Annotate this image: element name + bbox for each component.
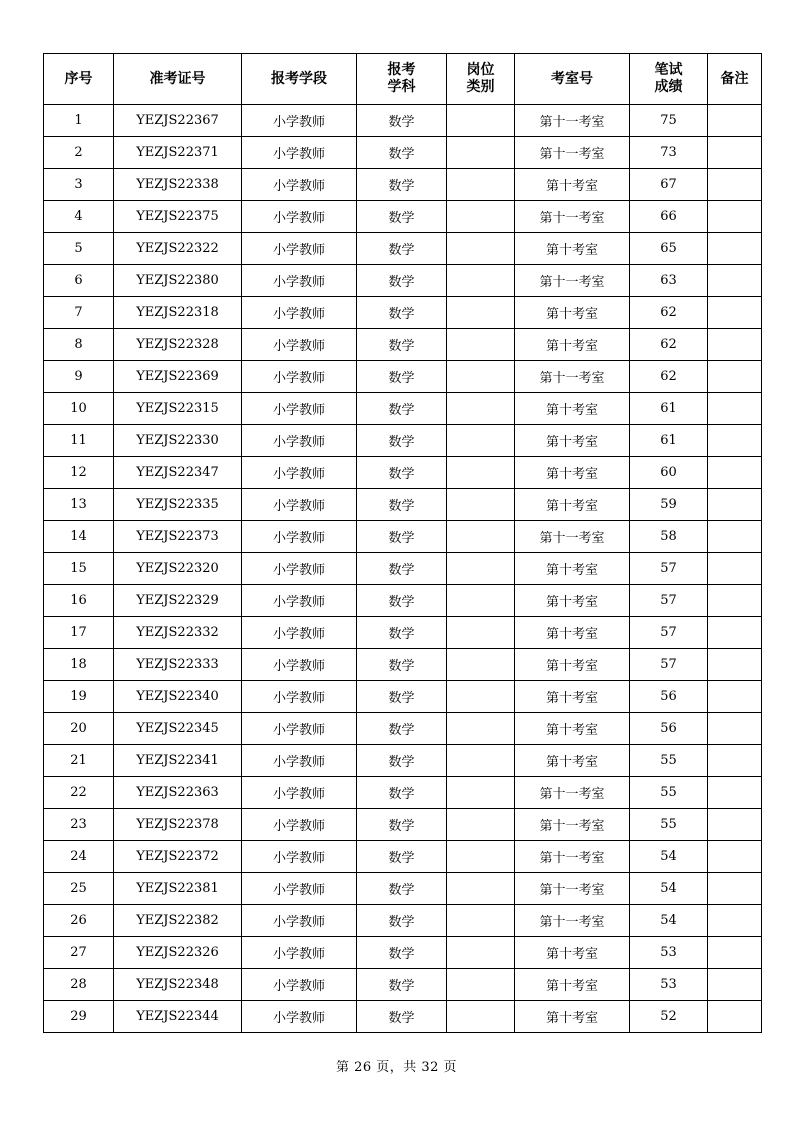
cell-room: 第十考室 [515,329,630,361]
cell-score: 52 [630,1001,708,1033]
cell-post [447,553,515,585]
cell-score: 58 [630,521,708,553]
cell-room: 第十考室 [515,937,630,969]
cell-ticket: YEZJS22318 [114,297,242,329]
cell-stage: 小学教师 [242,841,357,873]
cell-stage: 小学教师 [242,457,357,489]
cell-score: 62 [630,361,708,393]
cell-post [447,329,515,361]
header-post-line1: 岗位 [466,62,495,78]
table-row [44,969,762,1001]
cell-score: 61 [630,393,708,425]
table-row [44,329,762,361]
cell-seq: 5 [44,233,114,265]
cell-subject: 数学 [357,649,447,681]
cell-subject: 数学 [357,585,447,617]
cell-stage: 小学教师 [242,265,357,297]
cell-room: 第十考室 [515,617,630,649]
cell-remark [708,489,762,521]
cell-post [447,937,515,969]
cell-stage: 小学教师 [242,905,357,937]
cell-subject: 数学 [357,745,447,777]
cell-remark [708,809,762,841]
cell-ticket: YEZJS22335 [114,489,242,521]
table-body [44,105,762,1033]
cell-score: 67 [630,169,708,201]
table-row [44,137,762,169]
table-row [44,809,762,841]
cell-stage: 小学教师 [242,425,357,457]
table-row [44,937,762,969]
cell-ticket: YEZJS22372 [114,841,242,873]
cell-ticket: YEZJS22373 [114,521,242,553]
cell-room: 第十考室 [515,1001,630,1033]
cell-score: 65 [630,233,708,265]
cell-room: 第十考室 [515,489,630,521]
cell-room: 第十考室 [515,681,630,713]
cell-stage: 小学教师 [242,201,357,233]
header-post-line2: 类别 [466,79,495,95]
cell-remark [708,201,762,233]
cell-stage: 小学教师 [242,489,357,521]
header-stage: 报考学段 [242,54,357,105]
cell-score: 57 [630,617,708,649]
cell-ticket: YEZJS22338 [114,169,242,201]
header-remark: 备注 [708,54,762,105]
cell-subject: 数学 [357,233,447,265]
cell-post [447,1001,515,1033]
cell-remark [708,329,762,361]
cell-seq: 21 [44,745,114,777]
cell-score: 53 [630,969,708,1001]
cell-score: 54 [630,841,708,873]
cell-stage: 小学教师 [242,521,357,553]
cell-post [447,905,515,937]
cell-stage: 小学教师 [242,297,357,329]
cell-stage: 小学教师 [242,585,357,617]
cell-stage: 小学教师 [242,873,357,905]
cell-ticket: YEZJS22380 [114,265,242,297]
table-row [44,297,762,329]
cell-score: 54 [630,905,708,937]
cell-post [447,873,515,905]
cell-stage: 小学教师 [242,649,357,681]
cell-post [447,105,515,137]
table-row [44,905,762,937]
header-subject [357,54,447,105]
cell-room: 第十考室 [515,425,630,457]
cell-stage: 小学教师 [242,329,357,361]
cell-score: 54 [630,873,708,905]
cell-stage: 小学教师 [242,1001,357,1033]
table-row [44,649,762,681]
cell-ticket: YEZJS22320 [114,553,242,585]
cell-room: 第十考室 [515,649,630,681]
cell-remark [708,937,762,969]
cell-remark [708,617,762,649]
cell-room: 第十考室 [515,713,630,745]
cell-seq: 4 [44,201,114,233]
cell-remark [708,137,762,169]
cell-ticket: YEZJS22371 [114,137,242,169]
cell-ticket: YEZJS22378 [114,809,242,841]
cell-subject: 数学 [357,265,447,297]
cell-post [447,169,515,201]
cell-ticket: YEZJS22367 [114,105,242,137]
cell-seq: 22 [44,777,114,809]
table-row [44,1001,762,1033]
cell-post [447,809,515,841]
cell-post [447,361,515,393]
cell-subject: 数学 [357,969,447,1001]
cell-ticket: YEZJS22322 [114,233,242,265]
cell-stage: 小学教师 [242,937,357,969]
cell-post [447,585,515,617]
cell-ticket: YEZJS22330 [114,425,242,457]
cell-remark [708,393,762,425]
cell-seq: 13 [44,489,114,521]
header-subject-line2: 学科 [387,79,416,95]
cell-subject: 数学 [357,777,447,809]
cell-subject: 数学 [357,713,447,745]
table-row [44,457,762,489]
table-row [44,873,762,905]
cell-seq: 8 [44,329,114,361]
cell-seq: 28 [44,969,114,1001]
table-row [44,201,762,233]
cell-stage: 小学教师 [242,137,357,169]
cell-remark [708,841,762,873]
table-row [44,393,762,425]
page-footer: 第 26 页，共 32 页 [335,1060,458,1075]
cell-subject: 数学 [357,297,447,329]
cell-seq: 9 [44,361,114,393]
cell-score: 62 [630,329,708,361]
cell-subject: 数学 [357,425,447,457]
cell-score: 63 [630,265,708,297]
header-row [44,54,762,105]
cell-stage: 小学教师 [242,361,357,393]
cell-post [447,489,515,521]
table-row [44,553,762,585]
cell-room: 第十考室 [515,553,630,585]
cell-remark [708,265,762,297]
cell-post [447,457,515,489]
cell-ticket: YEZJS22332 [114,617,242,649]
cell-subject: 数学 [357,1001,447,1033]
cell-stage: 小学教师 [242,681,357,713]
table-row [44,425,762,457]
cell-seq: 20 [44,713,114,745]
cell-subject: 数学 [357,137,447,169]
header-ticket: 准考证号 [114,54,242,105]
cell-room: 第十考室 [515,745,630,777]
cell-seq: 19 [44,681,114,713]
cell-room: 第十考室 [515,169,630,201]
cell-remark [708,169,762,201]
cell-stage: 小学教师 [242,713,357,745]
cell-seq: 18 [44,649,114,681]
cell-score: 61 [630,425,708,457]
cell-subject: 数学 [357,521,447,553]
table-row [44,713,762,745]
cell-seq: 27 [44,937,114,969]
table-row [44,681,762,713]
cell-subject: 数学 [357,169,447,201]
cell-remark [708,425,762,457]
cell-room: 第十考室 [515,233,630,265]
cell-post [447,649,515,681]
cell-remark [708,681,762,713]
header-score [630,54,708,105]
cell-ticket: YEZJS22315 [114,393,242,425]
header-score-line1: 笔试 [654,62,683,78]
cell-score: 73 [630,137,708,169]
header-subject-line1: 报考 [387,62,416,78]
table-row [44,169,762,201]
table-header [44,54,762,105]
cell-room: 第十一考室 [515,521,630,553]
table-row [44,585,762,617]
cell-room: 第十一考室 [515,841,630,873]
cell-stage: 小学教师 [242,969,357,1001]
header-seq: 序号 [44,54,114,105]
cell-remark [708,969,762,1001]
cell-ticket: YEZJS22328 [114,329,242,361]
cell-subject: 数学 [357,937,447,969]
cell-score: 55 [630,745,708,777]
table-row [44,361,762,393]
cell-stage: 小学教师 [242,233,357,265]
cell-remark [708,745,762,777]
cell-stage: 小学教师 [242,809,357,841]
cell-score: 60 [630,457,708,489]
cell-ticket: YEZJS22326 [114,937,242,969]
cell-post [447,137,515,169]
cell-ticket: YEZJS22382 [114,905,242,937]
cell-remark [708,105,762,137]
cell-subject: 数学 [357,329,447,361]
cell-score: 57 [630,553,708,585]
table-row [44,617,762,649]
cell-seq: 24 [44,841,114,873]
cell-seq: 23 [44,809,114,841]
cell-post [447,777,515,809]
cell-ticket: YEZJS22347 [114,457,242,489]
table-row [44,265,762,297]
table-row [44,105,762,137]
cell-remark [708,585,762,617]
cell-remark [708,521,762,553]
cell-subject: 数学 [357,841,447,873]
cell-post [447,233,515,265]
cell-post [447,681,515,713]
cell-post [447,393,515,425]
cell-stage: 小学教师 [242,169,357,201]
cell-subject: 数学 [357,809,447,841]
cell-post [447,713,515,745]
cell-stage: 小学教师 [242,553,357,585]
cell-room: 第十考室 [515,585,630,617]
cell-subject: 数学 [357,553,447,585]
cell-subject: 数学 [357,393,447,425]
table-row [44,233,762,265]
cell-ticket: YEZJS22348 [114,969,242,1001]
cell-seq: 3 [44,169,114,201]
cell-subject: 数学 [357,905,447,937]
cell-score: 57 [630,585,708,617]
cell-post [447,745,515,777]
table-row [44,489,762,521]
cell-seq: 17 [44,617,114,649]
cell-room: 第十一考室 [515,105,630,137]
cell-remark [708,553,762,585]
cell-post [447,969,515,1001]
header-post [447,54,515,105]
cell-seq: 6 [44,265,114,297]
cell-room: 第十一考室 [515,201,630,233]
cell-subject: 数学 [357,361,447,393]
cell-seq: 29 [44,1001,114,1033]
cell-remark [708,873,762,905]
cell-seq: 10 [44,393,114,425]
cell-seq: 12 [44,457,114,489]
cell-remark [708,297,762,329]
cell-subject: 数学 [357,873,447,905]
cell-stage: 小学教师 [242,777,357,809]
table-row [44,521,762,553]
cell-room: 第十考室 [515,969,630,1001]
cell-seq: 15 [44,553,114,585]
cell-post [447,617,515,649]
cell-score: 55 [630,809,708,841]
cell-score: 56 [630,713,708,745]
cell-remark [708,457,762,489]
cell-subject: 数学 [357,489,447,521]
header-score-line2: 成绩 [654,79,683,95]
cell-score: 55 [630,777,708,809]
cell-post [447,841,515,873]
cell-score: 75 [630,105,708,137]
cell-score: 53 [630,937,708,969]
cell-room: 第十一考室 [515,873,630,905]
cell-score: 66 [630,201,708,233]
cell-room: 第十一考室 [515,809,630,841]
cell-score: 57 [630,649,708,681]
table-row [44,745,762,777]
cell-stage: 小学教师 [242,105,357,137]
cell-subject: 数学 [357,201,447,233]
cell-ticket: YEZJS22381 [114,873,242,905]
cell-ticket: YEZJS22344 [114,1001,242,1033]
header-room: 考室号 [515,54,630,105]
cell-ticket: YEZJS22329 [114,585,242,617]
cell-remark [708,1001,762,1033]
cell-room: 第十考室 [515,457,630,489]
table-row [44,841,762,873]
cell-ticket: YEZJS22369 [114,361,242,393]
cell-post [447,265,515,297]
cell-score: 62 [630,297,708,329]
cell-stage: 小学教师 [242,393,357,425]
score-table [43,53,762,1033]
cell-score: 59 [630,489,708,521]
cell-ticket: YEZJS22341 [114,745,242,777]
cell-post [447,425,515,457]
cell-remark [708,649,762,681]
cell-seq: 7 [44,297,114,329]
cell-remark [708,233,762,265]
cell-ticket: YEZJS22333 [114,649,242,681]
cell-seq: 25 [44,873,114,905]
cell-ticket: YEZJS22375 [114,201,242,233]
cell-seq: 11 [44,425,114,457]
cell-remark [708,905,762,937]
cell-room: 第十一考室 [515,905,630,937]
cell-room: 第十一考室 [515,361,630,393]
cell-room: 第十考室 [515,297,630,329]
cell-room: 第十考室 [515,393,630,425]
cell-post [447,201,515,233]
cell-seq: 16 [44,585,114,617]
cell-remark [708,361,762,393]
cell-remark [708,713,762,745]
cell-ticket: YEZJS22363 [114,777,242,809]
cell-seq: 26 [44,905,114,937]
cell-subject: 数学 [357,457,447,489]
cell-seq: 14 [44,521,114,553]
cell-ticket: YEZJS22345 [114,713,242,745]
cell-room: 第十一考室 [515,265,630,297]
table-row [44,777,762,809]
cell-room: 第十一考室 [515,777,630,809]
cell-post [447,521,515,553]
cell-post [447,297,515,329]
cell-score: 56 [630,681,708,713]
cell-subject: 数学 [357,617,447,649]
cell-room: 第十一考室 [515,137,630,169]
cell-seq: 2 [44,137,114,169]
cell-seq: 1 [44,105,114,137]
cell-ticket: YEZJS22340 [114,681,242,713]
cell-stage: 小学教师 [242,617,357,649]
cell-subject: 数学 [357,681,447,713]
cell-remark [708,777,762,809]
cell-stage: 小学教师 [242,745,357,777]
cell-subject: 数学 [357,105,447,137]
